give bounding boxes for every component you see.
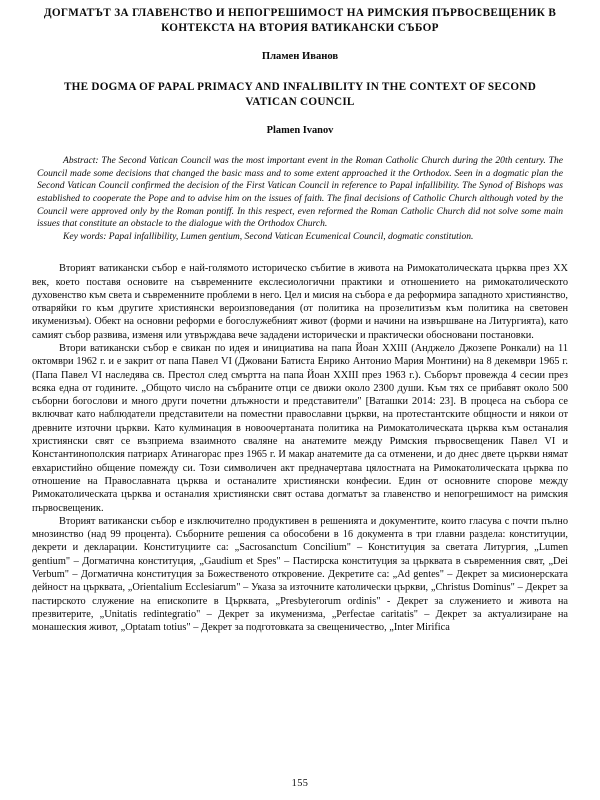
abstract-text: Abstract: The Second Vatican Council was the most important event in the Roman Catholic Church during the 20th century. The Council made some decisions that changed the basic mass and to some extent approached it the Orthodox. Seen in a dogmatic plan the Second Vatican Council confirmed the decision of the First Vatican Council in reference to Papal infallibility. The Synod of Bishops was established to cooperate the Pope and to advise him on the issues of faith. The final decisions of Catholic Church although voted by the Council were approved only by the Roman pontiff. In this respect, even reformed the Roman Catholic Church did not solve some main issues that constitute an obstacle to the dialogue with the Orthodox Church. xyxy=(37,155,563,230)
keywords-text: Key words: Papal infallibility, Lumen gentium, Second Vatican Ecumenical Council, dogmatic constitution. xyxy=(63,230,474,242)
abstract-block xyxy=(31,155,569,243)
author-bulgarian: Пламен Иванов xyxy=(261,51,339,63)
page-number: 155 xyxy=(291,778,309,789)
author-english: Plamen Ivanov xyxy=(266,125,334,137)
page-title-english: THE DOGMA OF PAPAL PRIMACY AND INFALIBILITY IN THE CONTEXT OF SECOND VATICAN COUNCIL xyxy=(63,81,537,108)
body-text xyxy=(31,262,569,634)
body-paragraph-2: Втори ватикански събор е свикан по идея и инициатива на папа Йоан XXIII (Анджело Джозепе Ронкали) на 11 октомври 1962 г. и е закрит от папа Павел VI (Джовани Батиста Енрико Антонио Мария Монтини) на 8 декември 1965 г. (Папа Павел VI наследява св. Престол след смъртта на папа Йоан XXIII през 1963 г.). Съборът провежда 4 сесии през всяка една от годините. „Общото число на събраните отци се движи около 2300 души. Към тях се прибавят около 500 съборни богослови и много други почетни длъжности и представители" [Ваташки 2014: 23]. В процеса на събора се включват като наблюдатели представители на поместни православни църкви, на протестантските общности и някои от древните източни църкви. Като кулминация в новоочертаната политика на Римокатолическата църква към останалия християнски свят се възприема взаимното сваляне на анатемите между Римския първосвещеник Павел VI и Константинополския патриарх Атинагорас през 1965 г. И макар анатемите да са отменени, и до днес двете църкви нямат евхаристийно общение помежду си. Този символичен акт предначертава цялостната на Римокатолическата църква по отношение на Православната църква и останалите християнски конфесии. Един от основните спорове между Римокатолическата църква и останалия християнски свят остава догматът за главенство и непогрешимост на римския първосвещеник. xyxy=(32,342,568,514)
page-title-bulgarian: ДОГМАТЪТ ЗА ГЛАВЕНСТВО И НЕПОГРЕШИМОСТ НА РИМСКИЯ ПЪРВОСВЕЩЕНИК В КОНТЕКСТА НА ВТОРИЯ ВАТИКАНСКИ СЪБОР xyxy=(43,7,557,34)
body-paragraph-1: Вторият ватикански събор е най-голямото историческо събитие в живота на Римокатолическата църква през XX век, което поставя основите на съвременните екслесиологични практики и отношението на римокатолическото духовенство към света и съвременните проблеми в него. Цел и мисия на събора е да реформира западното християнство, отваряйки го към другите християнски вероизповедания (от политика на прозелитизъм към политика на световен икуменизъм). Обект на основни реформи е богослужебният живот (форми и начини на извършване на Литургията), като самият събор развива, изменя или утвърждава вече зададени исторически и практически обосновани постановки. xyxy=(32,263,568,341)
body-paragraph-3: Вторият ватикански събор е изключително продуктивен в решенията и документите, които гласува с почти пълно мнозинство (над 99 процента). Съборните решения са обособени в 16 документа в три главни раздела: конституции, декрети и декларации. Конституциите са: „Sacrosanctum Concilium" – Конституция за светата Литургия, „Lumen gentium" – Догматична конституция, „Gaudium et Spes" – Пастирска конституция за църквата в съвременния свят, „Dei Verbum" – Догматична конституция за Божественото откровение. Декретите са: „Ad gentes" – Декрет за мисионерската дейност на църквата, „Orientalium Ecclesiarum" – Указа за източните католически църкви, „Christus Dominus" – Декрет за пастирското служение на епископите в Църквата, „Presbyterorum ordinis" - Декрет за служението и живота на презвитерите, „Unitatis redintegratio" – Декрет за икуменизма, „Perfectae caritatis" – Декрет за актуализиране на монашеския живот, „Optatam totius" – Декрет за подготовката за свещеничество, „Inter Mirifica xyxy=(32,515,568,634)
